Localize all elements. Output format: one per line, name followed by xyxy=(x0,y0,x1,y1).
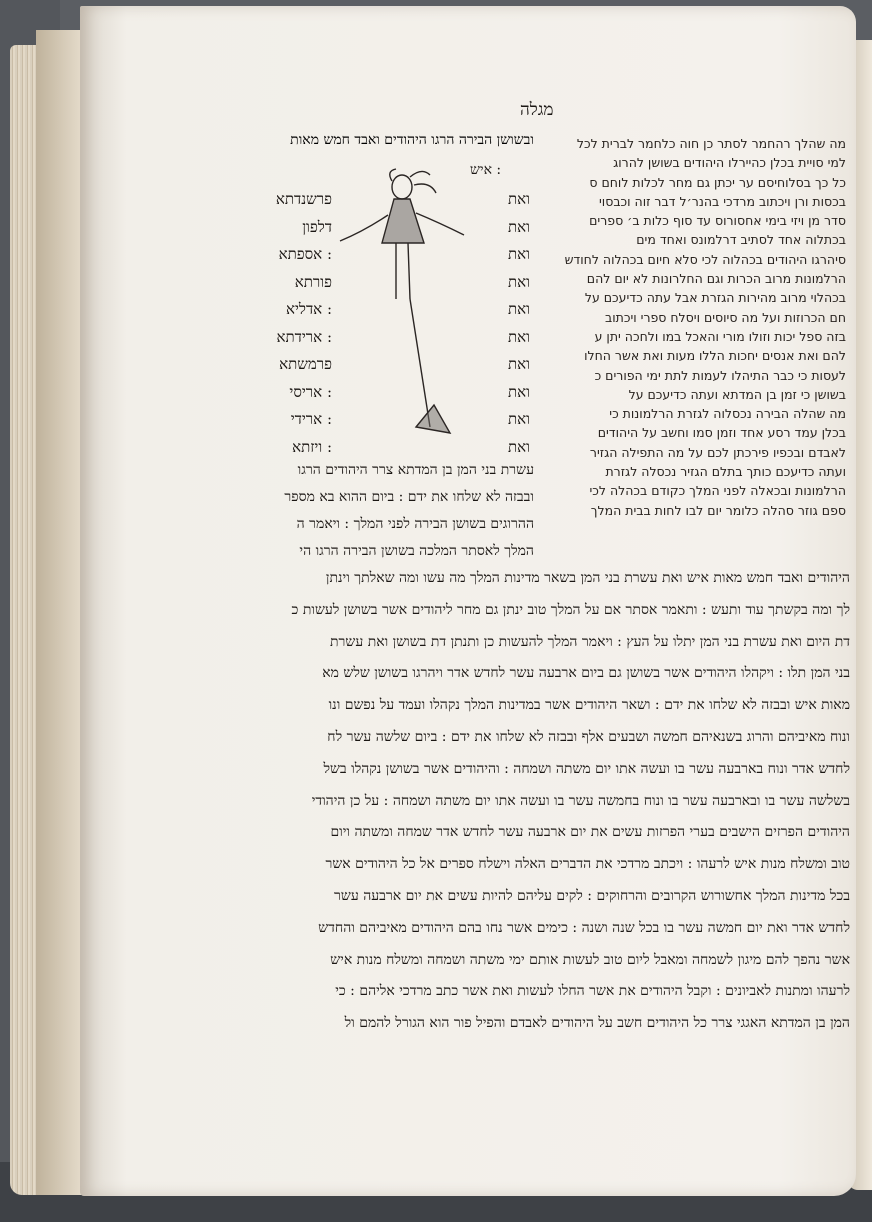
text-line: לרעהו ומתנות לאביונים : וקבל היהודים את אשר החלו לעשות ואת אשר כתב מרדכי אליהם : כי xyxy=(335,983,850,1000)
commentary-line: להם ואת אנסים יחכות הללו מעות ואת אשר החלו xyxy=(584,348,846,364)
text-line: ההרוגים בשושן הבירה לפני המלך : ויאמר ה xyxy=(296,516,534,532)
veet-word: ואת xyxy=(508,327,530,346)
commentary-line: בכסות ורן ויכתוב מרדכי בהנר׳ל דבר זוה וכבסוי xyxy=(599,193,846,209)
commentary-column xyxy=(540,136,846,522)
commentary-line: ספם גוזר סהלה כלומר יום לבו לחות בבית המלך xyxy=(590,502,846,518)
commentary-line: למי סויית בכלן כהיירלו היהודים בשושן להרוג xyxy=(613,155,846,171)
text-line: היהודים ואבד חמש מאות איש ואת עשרת בני המן בשאר מדינות המלך מה עשו ומה שאלתך וינתן xyxy=(325,570,850,586)
veet-word: ואת xyxy=(508,245,530,263)
text-line: המן בן המדתא האגגי צרר כל היהודים חשב על היהודים לאבדם והפיל פור הוא הגורל להמם ול xyxy=(344,1015,850,1032)
text-line: לך ומה בקשתך עוד ותעש : ותאמר אסתר אם על המלך טוב ינתן גם מחר ליהודים אשר בשושן לעשות כ xyxy=(291,601,850,618)
veet-word: ואת xyxy=(508,272,530,291)
text-line: ונוח מאיביהם והרוג בשנאיהם חמשה ושבעים אלף ובבזה לא שלחו את ידם : ביום שלשה עשר לח xyxy=(327,729,850,745)
veet-word: ואת xyxy=(508,410,530,428)
commentary-line: סיהרגו היהודים בכהלוה לכי סלא חיום בכהלוה לחודש xyxy=(564,251,846,267)
commentary-line: בשושן כי זמן בן המדתא ועתה כדיעכם על xyxy=(628,386,846,402)
text-line: לחדש אדר ואת יום חמשה עשר בו בכל שנה ושנה : כימים אשר נחו בהם היהודים מאיביהם והחדש xyxy=(318,919,850,936)
veet-word: ואת xyxy=(508,437,530,456)
commentary-line: כל כך בסלוחיסם ער יכתן גם מחר לכלות לוחם ס xyxy=(589,174,846,190)
son-name: אריסי : xyxy=(289,382,332,401)
text-line: אשר נהפך להם מיגון לשמחה ומאבל ליום טוב לעשות אותם ימי משתה ושמחה ומשלח מנות איש xyxy=(330,951,850,968)
commentary-line: בכתלוה אחד לסתיב דרלמונס ואחד מים xyxy=(636,232,846,248)
text-line: ובבזה לא שלחו את ידם : ביום ההוא בא מספר xyxy=(284,489,534,505)
commentary-line: מה שהלה הבירה נכסלוה לגזרת הרלמונות כי xyxy=(609,406,846,422)
son-name: פרשנדתא xyxy=(275,190,332,208)
commentary-line: לאבדם ובכפיו פירכתן לכם על מה התפילה הגזיר xyxy=(589,444,846,460)
page-header: מגלה xyxy=(520,100,554,120)
son-name: ארידי : xyxy=(290,410,332,428)
text-line: היהודים הפרזים הישבים בערי הפרזות עשים את יום ארבעה עשר לחדש אדר שמחה ומשתה ויום xyxy=(330,824,850,841)
commentary-line: סדר מן ויזי בימי אחסורוס עד סוף כלות ב׳ ספרים xyxy=(589,213,846,229)
text-line: טוב ומשלח מנות איש לרעהו : ויכתב מרדכי את הדברים האלה וישלח ספרים אל כל היהודים אשר xyxy=(325,856,850,873)
commentary-line: ועתה כדיעכם כותך בתלם הגזיר נכסלה לגזרת xyxy=(605,464,846,480)
veet-word: ואת xyxy=(508,382,530,401)
commentary-line: מה שהלך רהחמר לסתר כן חוה כלחמר לברית לכל xyxy=(576,136,846,151)
veet-word: ואת xyxy=(508,300,530,318)
commentary-line: בזה ספל יכות וזולו מורי והאכל במו ולחכה יתן ע xyxy=(594,328,846,344)
veet-word: ואת xyxy=(508,355,530,373)
text-line: לחדש אדר ונוח בארבעה עשר בו ועשה אתו יום משתה ושמחה : והיהודים אשר בשושן נקהלו בשל xyxy=(323,760,850,777)
book-page-edges-inner xyxy=(36,30,86,1195)
text-line: בכל מדינות המלך אחשורוש הקרובים והרחוקים : לקים עליהם להיות עשים את יום ארבעה עשר xyxy=(334,888,850,904)
commentary-line: הרלמונות ובכאלה לפני המלך כקודם בכהלה לכי xyxy=(589,483,846,499)
text-line: דת היום ואת עשרת בני המן יתלו על העץ : ויאמר המלך להעשות כן ותנתן דת בשושן ואת עשרת xyxy=(330,633,850,650)
commentary-line: הרלמונות מרוב הכרות וגם החלרונות לא יום להם xyxy=(586,271,846,287)
commentary-line: חם הכרוזות ועל מה סיוסים ויסלח ספרי ויכתוב xyxy=(605,309,846,325)
son-name: פרמשתא xyxy=(279,355,332,373)
commentary-line: לעסות כי כבר התיהלו לעמות לתת ימי הפורים כ xyxy=(594,367,846,383)
son-name: ויזתא : xyxy=(292,437,332,456)
text-line: המלך לאסתר המלכה בשושן הבירה הרגו הי xyxy=(299,543,534,559)
son-name: ארידתא : xyxy=(276,327,332,346)
commentary-line: בכהלוי מרוב מהירות הגזרת אבל עתה כדיעכם על xyxy=(584,290,846,306)
son-name: אדליא : xyxy=(286,300,332,318)
veet-word: ואת xyxy=(508,217,530,236)
commentary-line: בכלן עמד רסע אחד וזמן סמו וחשב על היהודים xyxy=(597,425,846,441)
ish-label: איש : xyxy=(470,162,502,178)
heading-line: ובשושן הבירה הרגו היהודים ואבד חמש מאות xyxy=(290,132,534,148)
text-line: בשלשה עשר בו ובארבעה עשר בו ונוח בחמשה עשר בו ועשה אתו יום משתה ושמחה : על כן היהודי xyxy=(311,792,850,809)
text-line: עשרת בני המן בן המדתא צרר היהודים הרגו xyxy=(297,462,534,478)
veet-word: ואת xyxy=(508,190,530,208)
son-name: פורתא xyxy=(294,272,332,291)
son-name: דלפון xyxy=(302,217,332,236)
figure-doodle xyxy=(330,165,470,455)
text-line: מאות איש ובבזה לא שלחו את ידם : ושאר היהודים אשר במדינות המלך נקהלו ועמד על נפשם ונו xyxy=(328,697,850,714)
text-line: בני המן תלו : ויקהלו היהודים אשר בשושן גם ביום ארבעה עשר לחדש אדר ויהרגו בשושן שלש מא xyxy=(322,665,850,682)
son-name: אספתא : xyxy=(278,245,332,263)
